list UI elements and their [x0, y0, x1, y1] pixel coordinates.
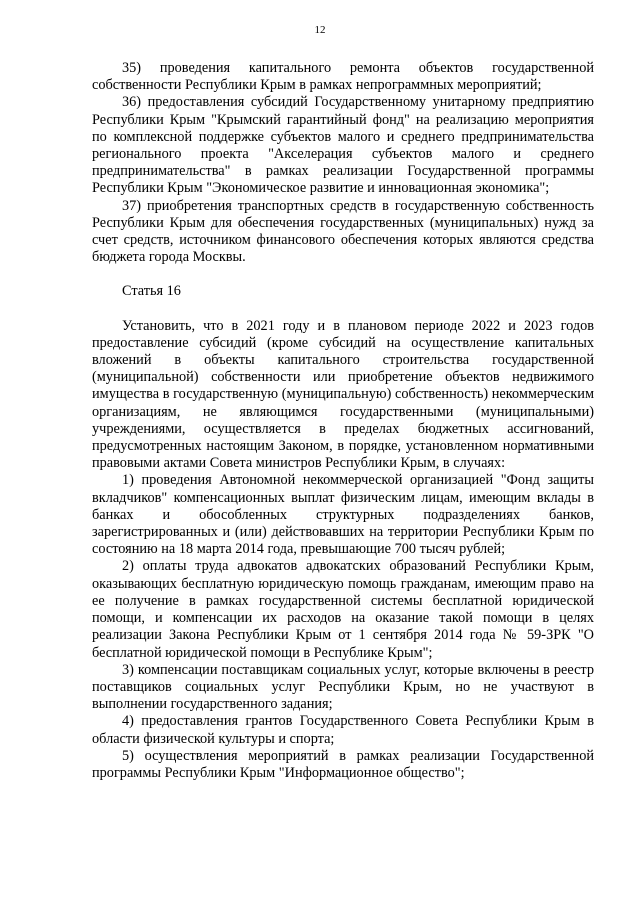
article-item-2: 2) оплаты труда адвокатов адвокатских образований Республики Крым, оказывающих бесплатную юридическую помощь гражданам, имеющим право на ее получение в рамках государственной системы бесплатной юридической помощи, и компенсации их расходов на оказание такой помощи в целях реализации Закона Республики Крым от 1 сентября 2014 года № 59-ЗРК "О бесплатной юридической помощи в Республике Крым";: [92, 558, 594, 661]
article-item-1: 1) проведения Автономной некоммерческой организацией "Фонд защиты вкладчиков" компенсационных выплат физическим лицам, имеющим вклады в банках и обособленных структурных подразделениях банков, зарегистрированных и (или) действовавших на территории Республики Крым по состоянию на 18 марта 2014 года, превышающие 700 тысяч рублей;: [92, 472, 594, 558]
article-intro: Установить, что в 2021 году и в плановом периоде 2022 и 2023 годов предоставление субсидий (кроме субсидий на осуществление капитальных вложений в объекты капитального строительства государственной (муниципальной) собственности или приобретение объектов недвижимого имущества в государственную (муниципальную) собственность) некоммерческим организациям, не являющимся государственными (муниципальными) учреждениями, осуществляется в пределах бюджетных ассигнований, предусмотренных настоящим Законом, в порядке, установленном нормативными правовыми актами Совета министров Республики Крым, в случаях:: [92, 317, 594, 472]
article-item-5: 5) осуществления мероприятий в рамках реализации Государственной программы Республики Крым "Информационное общество";: [92, 747, 594, 781]
page-number: 12: [314, 24, 326, 36]
article-item-4: 4) предоставления грантов Государственного Совета Республики Крым в области физической культуры и спорта;: [92, 713, 594, 747]
document-body: [92, 60, 594, 782]
list-item-37: 37) приобретения транспортных средств в государственную собственность Республики Крым для обеспечения государственных (муниципальных) нужд за счет средств, источником финансового обеспечения которых являются средства бюджета города Москвы.: [92, 197, 594, 266]
list-item-35: 35) проведения капитального ремонта объектов государственной собственности Республики Крым в рамках непрограммных мероприятий;: [92, 60, 594, 94]
article-item-3: 3) компенсации поставщикам социальных услуг, которые включены в реестр поставщиков социальных услуг Республики Крым, но не участвуют в выполнении государственного задания;: [92, 661, 594, 713]
article-heading: Статья 16: [122, 283, 181, 300]
list-item-36: 36) предоставления субсидий Государственному унитарному предприятию Республики Крым "Крымский гарантийный фонд" на реализацию мероприятия по комплексной поддержке субъектов малого и среднего предпринимательства регионального проекта "Акселерация субъектов малого и среднего предпринимательства" в рамках реализации Государственной программы Республики Крым "Экономическое развитие и инновационная экономика";: [92, 94, 594, 197]
